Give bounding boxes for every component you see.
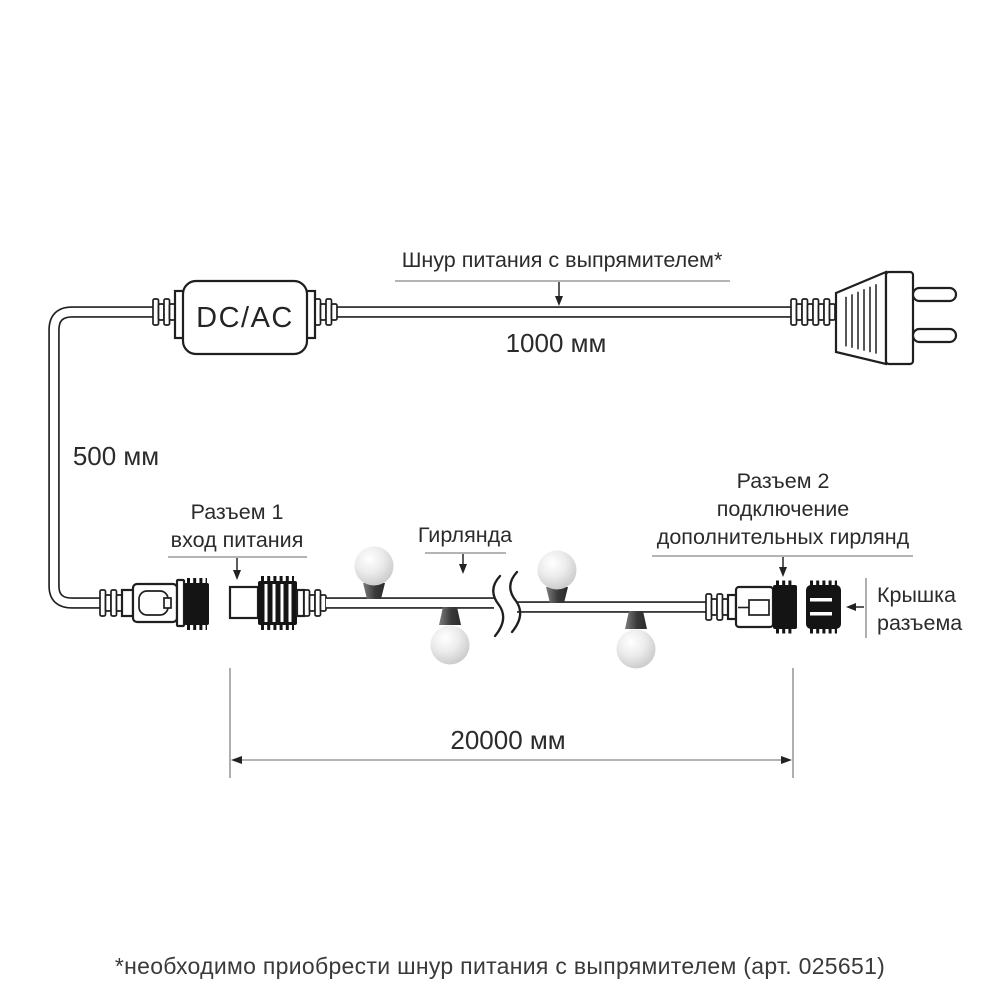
connector-1-flange xyxy=(177,580,184,626)
connector-cap xyxy=(806,583,841,631)
garland-length-label: 20000 мм xyxy=(450,725,566,755)
cap-stripe-2 xyxy=(810,612,832,616)
power-cord-length-label: 1000 мм xyxy=(505,328,607,358)
garland-label: Гирлянда xyxy=(417,523,513,547)
bulb-globe xyxy=(538,551,577,590)
connector-2-label-line1: Разъем 2 xyxy=(736,469,830,493)
footnote: *необходимо приобрести шнур питания с выпрямителем (арт. 025651) xyxy=(114,953,886,979)
power-cord-label: Шнур питания с выпрямителем* xyxy=(401,248,723,272)
connector-2-label-line3: дополнительных гирлянд xyxy=(656,525,910,549)
cap-body xyxy=(806,585,841,629)
connector-2-label-line2: подключение xyxy=(716,497,850,521)
plug-prong-bottom xyxy=(913,329,956,342)
connector-1-label-line1: Разъем 1 xyxy=(190,500,284,524)
drop-length-label: 500 мм xyxy=(72,441,160,471)
connector-1-pin-tab xyxy=(164,598,171,608)
plug-face xyxy=(886,272,913,364)
cap-label-line1: Крышка xyxy=(877,583,957,607)
cap-stripe-1 xyxy=(810,598,832,602)
bulb-globe xyxy=(617,630,656,669)
plug-prong-top xyxy=(913,288,956,301)
connector-1-neck xyxy=(122,590,133,616)
dcac-label: DC/AC xyxy=(196,302,294,334)
connector-1-label-line2: вход питания xyxy=(170,528,304,552)
garland-socket xyxy=(230,587,258,618)
bulb-globe xyxy=(431,626,470,665)
connector-2-nut xyxy=(773,585,797,629)
bulb-globe xyxy=(355,547,394,586)
connector-2-latch xyxy=(749,600,769,615)
cap-label-line2: разъема xyxy=(877,611,963,635)
connector-1-nut xyxy=(184,583,209,625)
garland-conn-neck xyxy=(297,590,304,616)
connector-2-neck xyxy=(728,595,736,619)
